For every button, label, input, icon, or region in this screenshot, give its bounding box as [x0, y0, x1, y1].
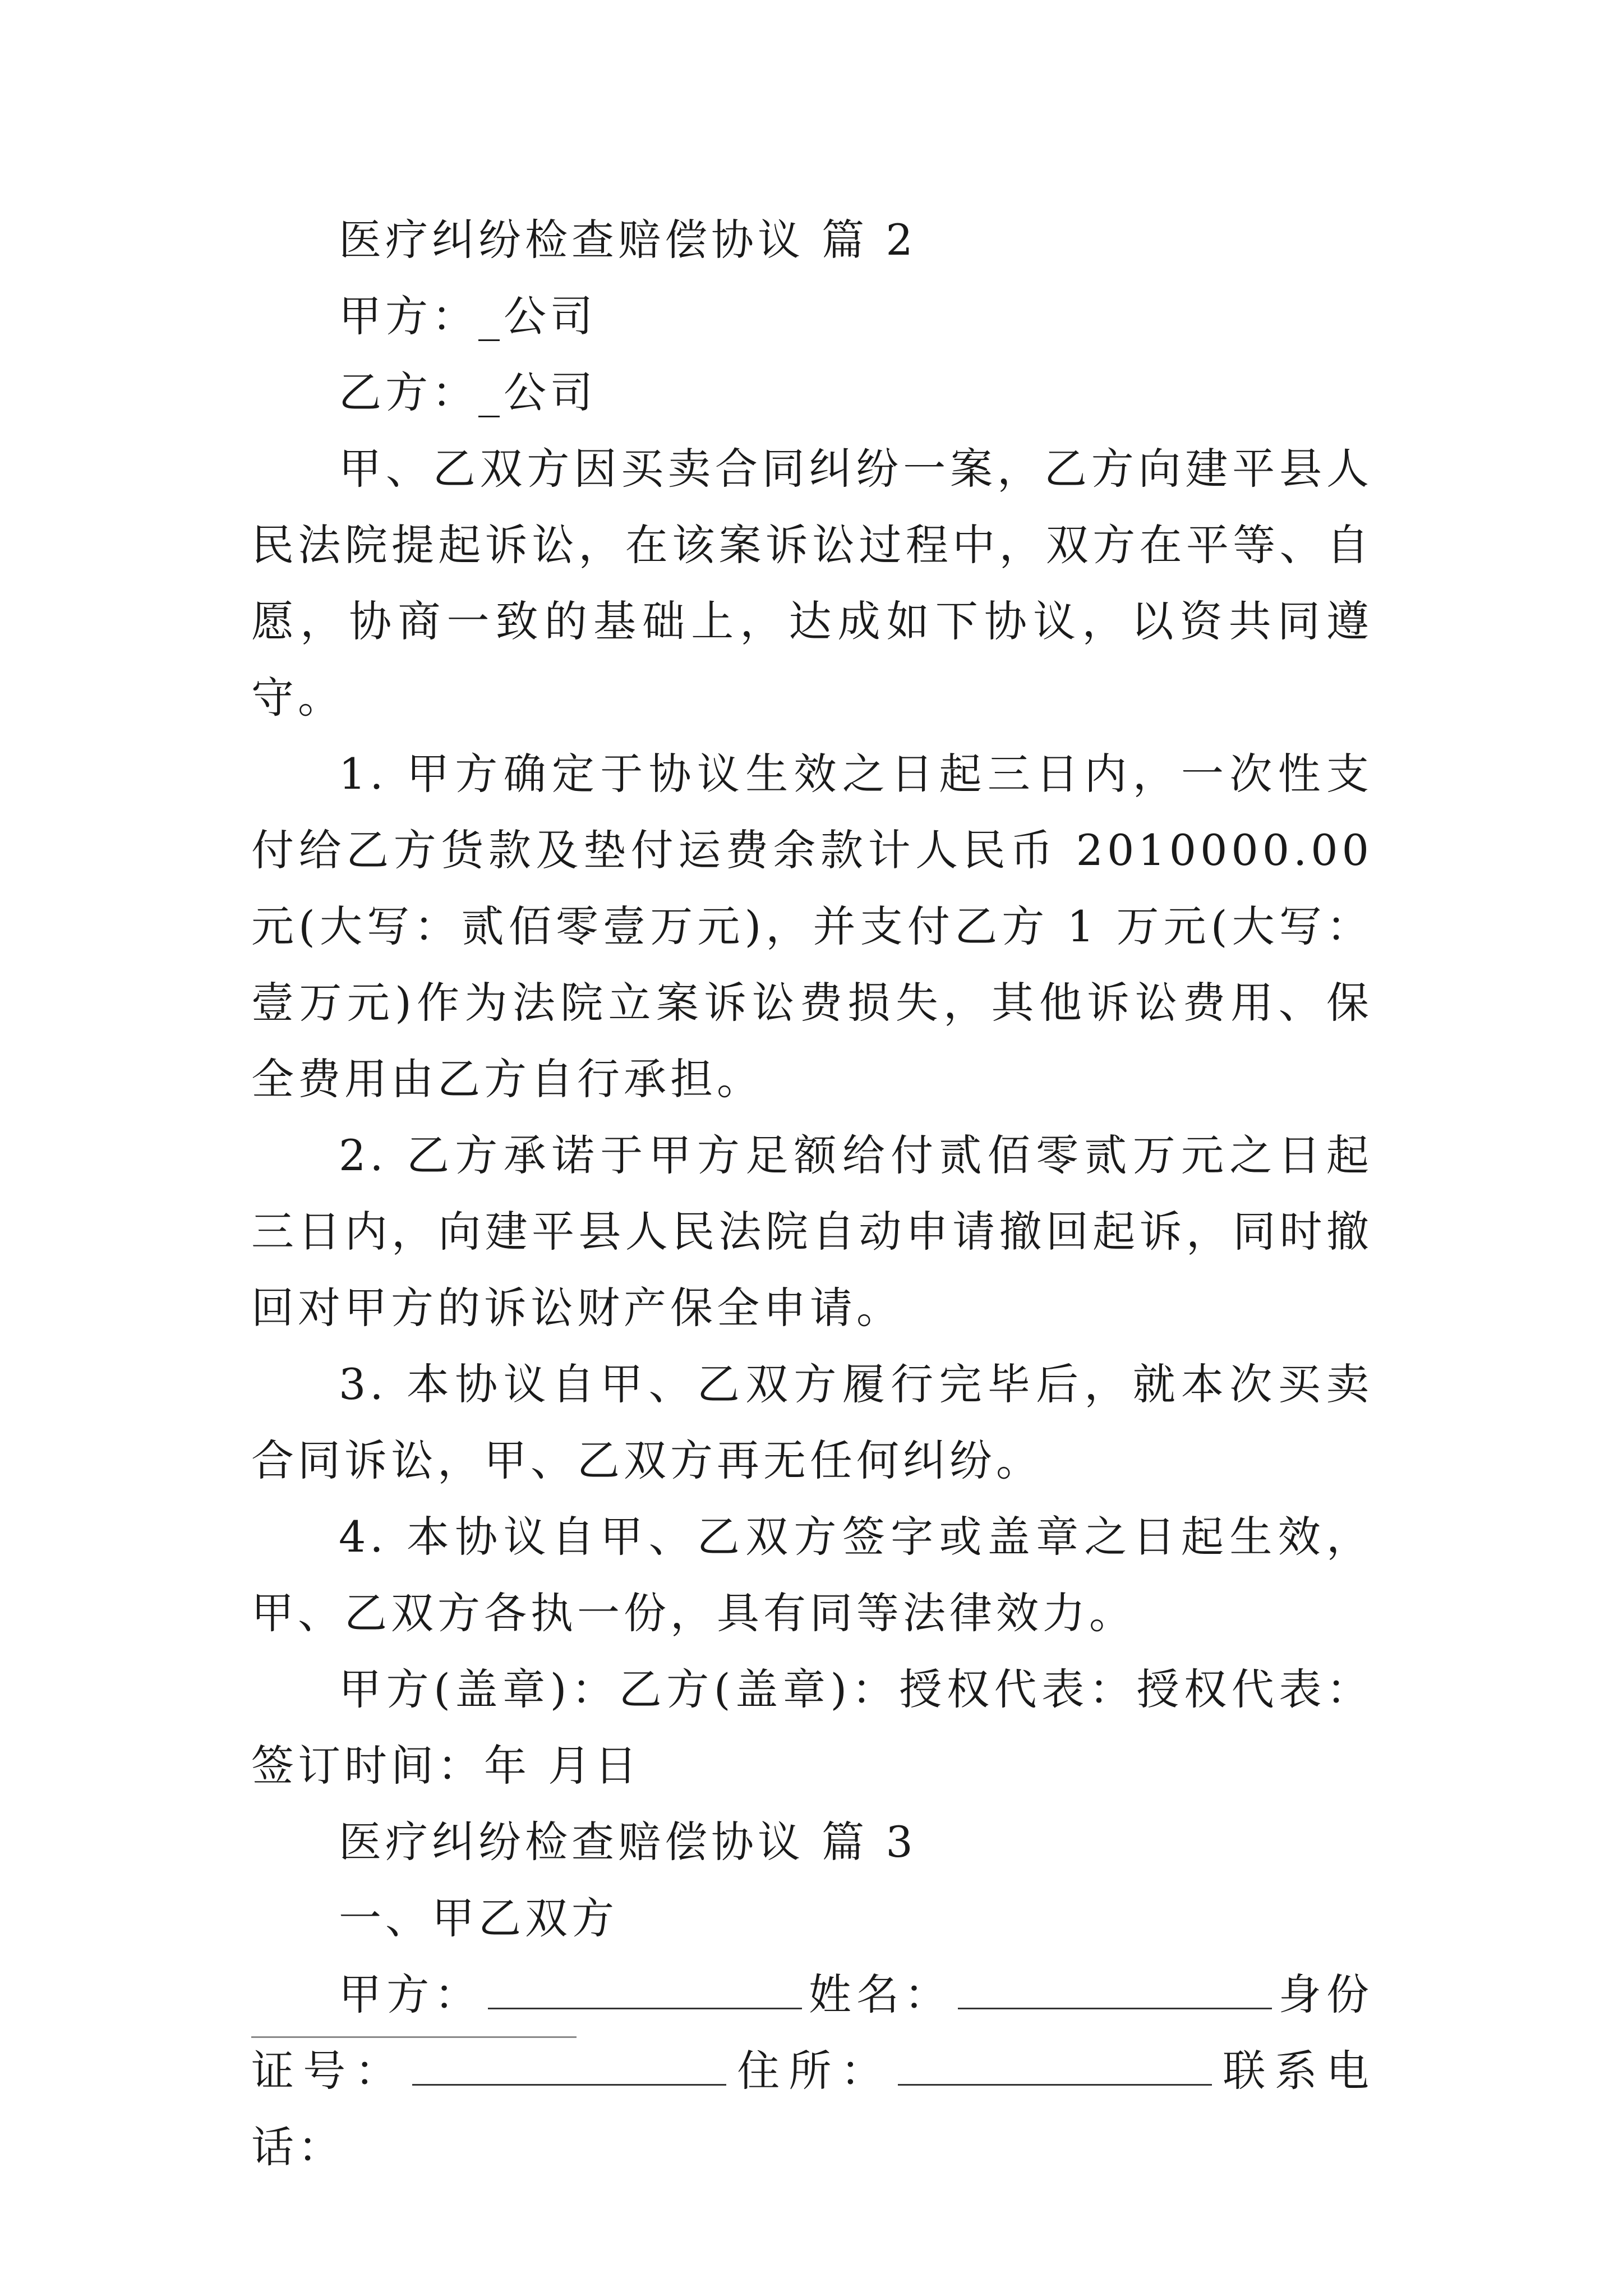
phone-blank-line — [251, 2036, 577, 2038]
clause-2: 2. 乙方承诺于甲方足额给付贰佰零贰万元之日起三日内，向建平县人民法院自动申请撤回起诉，同时撤回对甲方的诉讼财产保全申请。 — [251, 1130, 1373, 1333]
section-3-heading: 一、甲乙双方 — [339, 1893, 618, 1943]
document-body — [251, 202, 1373, 2185]
clause-4: 4. 本协议自甲、乙双方签字或盖章之日起生效，甲、乙双方各执一份，具有同等法律效力。 — [251, 1512, 1373, 1638]
name-label: 姓名： — [807, 1970, 952, 2019]
party-a-label: 甲方： — [339, 1970, 482, 2019]
intro-paragraph: 甲、乙双方因买卖合同纠纷一案，乙方向建平县人民法院提起诉讼，在该案诉讼过程中，双方在平等、自愿，协商一致的基础上，达成如下协议，以资共同遵守。 — [251, 444, 1373, 723]
section-3-title: 医疗纠纷检查赔偿协议 篇 3 — [339, 1817, 917, 1867]
clause-1: 1. 甲方确定于协议生效之日起三日内，一次性支付给乙方货款及垫付运费余款计人民币 2010000.00 元(大写：贰佰零壹万元)，并支付乙方 1 万元(大写：壹万元)作为法院立案诉讼费损失，其他诉讼费用、保全费用由乙方自行承担。 — [251, 749, 1373, 1104]
party-a-line: 甲方：_公司 — [339, 291, 597, 341]
party-a-blank — [488, 1974, 802, 2009]
id-number-blank — [412, 2050, 726, 2086]
party-b-line: 乙方：_公司 — [339, 367, 597, 417]
section-2-title: 医疗纠纷检查赔偿协议 篇 2 — [339, 215, 917, 265]
party-info-form — [251, 1957, 1373, 2185]
phone-label: 联系电话： — [251, 2046, 1373, 2172]
address-blank — [898, 2050, 1212, 2086]
name-blank — [958, 1974, 1272, 2009]
signature-line: 甲方(盖章)：乙方(盖章)：授权代表：授权代表：签订时间：年 月日 — [251, 1664, 1373, 1791]
clause-3: 3. 本协议自甲、乙双方履行完毕后，就本次买卖合同诉讼，甲、乙双方再无任何纠纷。 — [251, 1359, 1373, 1485]
id-number-label: 身份证号： — [251, 1970, 1373, 2096]
address-label: 住所： — [731, 2046, 893, 2096]
